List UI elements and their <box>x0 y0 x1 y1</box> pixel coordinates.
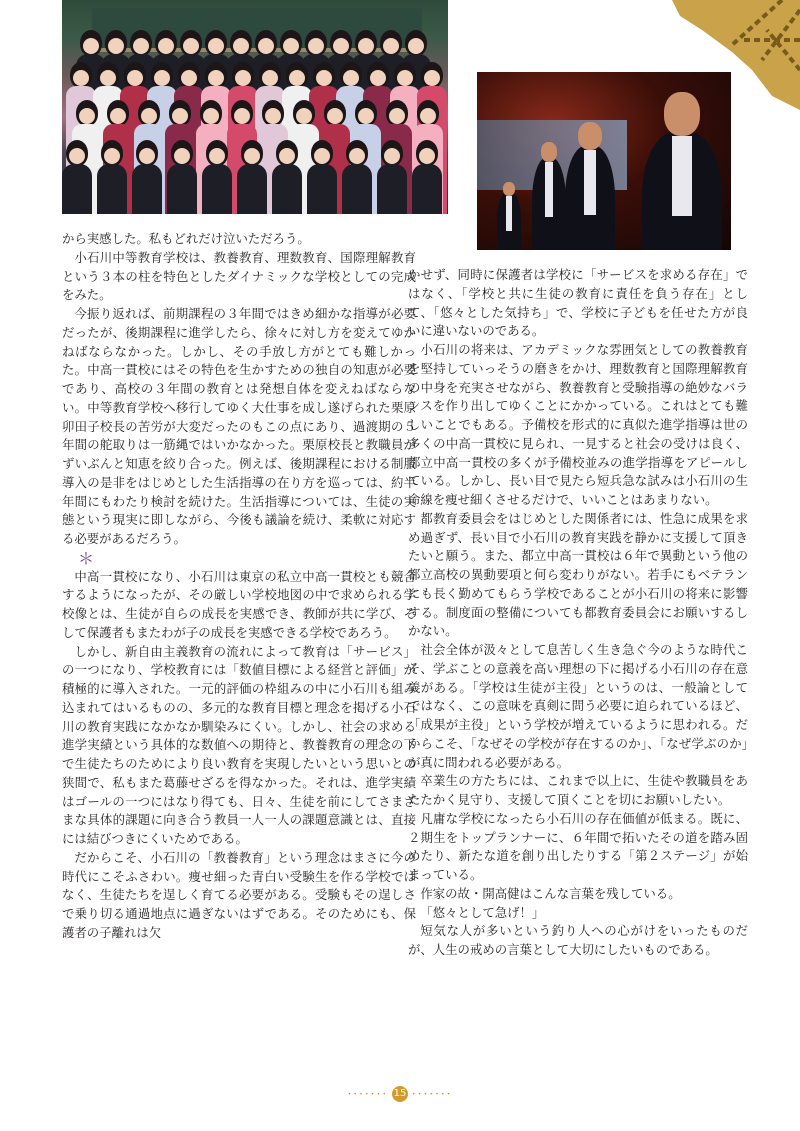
page-number: 15 <box>392 1086 408 1102</box>
person-body <box>237 164 267 214</box>
event-person-face <box>578 122 602 150</box>
person-face <box>208 38 224 54</box>
person-face <box>133 38 149 54</box>
person-face <box>127 70 143 86</box>
person-face <box>262 70 278 86</box>
person-face <box>279 148 295 164</box>
person-face <box>83 38 99 54</box>
paragraph: 社会全体が汲々として息苦しく生き急ぐ今のような時代こそ、学ぶことの意義を高い理想の下に掲げる小石川の存在意義がある。「学校は生徒が主役」というのは、一般論としてではなく、この意味を真剣に問う必要に迫られているほど、「成果が主役」という学校が増えているように思われる。だからこそ、「なぜその学校が存在するのか」、「なぜ学ぶのか」が真に問われる必要がある。 <box>408 642 748 770</box>
event-person-shirt <box>584 150 596 215</box>
paragraph: だからこそ、小石川の「教養教育」という理念はまさに今の時代にこそふさわい。痩せ細った青白い受験生を作る学校ではなく、生徒たちを逞しく育てる必要がある。受験もその逞しさで乗り切る通過地点に過ぎないはずである。そのためにも、保護者の子離れは欠 <box>62 849 416 940</box>
person-face <box>383 38 399 54</box>
person-face <box>154 70 170 86</box>
section-divider-ornament: ＊ <box>78 548 95 568</box>
person-face <box>209 148 225 164</box>
paragraph: しかし、新自由主義教育の流れによって教育は「サービス」の一つになり、学校教育には「数値目標による経営と評価」が積極的に導入された。一元的評価の枠組みの中に小石川も組み込まれてはいるものの、多元的な教育目標と理念を掲げる小石川の教育実践になかなか馴染みにくい。しかし、社会の求める進学実績という具体的な数値への期待と、教養教育の理念の下で生徒たちのためにより良い教育を実現したいという思いとの狭間で、私もまた葛藤せざるを得なかった。それは、進学実績はゴールの一つにはなり得ても、日々、生徒を前にしてさまざまな具体的課題に向き合う教員一人一人の課題意識とは、直接には結びつきにくいためである。 <box>62 643 416 846</box>
person-body <box>342 164 372 214</box>
person-body <box>167 164 197 214</box>
person-face <box>100 70 116 86</box>
person-body <box>272 164 302 214</box>
person-body <box>307 164 337 214</box>
person-body <box>377 164 407 214</box>
paragraph: 作家の故・開高健はこんな言葉を残している。 <box>420 885 681 901</box>
person-face <box>308 38 324 54</box>
person-face <box>327 108 343 124</box>
person-face <box>235 70 251 86</box>
paragraph: かせず、同時に保護者は学校に「サービスを求める存在」ではなく、「学校と共に生徒の教育に責任を負う存在」として、「悠々とした気持ち」で、学校に子どもを任せた方が良いに違いないのである。 <box>408 267 748 339</box>
person-face <box>203 108 219 124</box>
person-face <box>419 148 435 164</box>
person-face <box>73 70 89 86</box>
person-face <box>343 70 359 86</box>
person-body <box>132 164 162 214</box>
person-face <box>244 148 260 164</box>
person-body <box>412 164 442 214</box>
person-face <box>296 108 312 124</box>
person-face <box>181 70 197 86</box>
paragraph: 都教育委員会をはじめとした関係者には、性急に成果を求め過ぎず、長い目で小石川の教育実践を静かに支援して頂きたいと願う。また、都立中高一貫校は６年で異動という他の都立高校の異動要項と何ら変わりがない。若手にもベテランにも長く勤めてもらう学校であることが小石川の将来に影響する。制度面の整備についても都教育委員会にお願いするしかない。 <box>408 510 748 639</box>
person-face <box>158 38 174 54</box>
person-face <box>79 108 95 124</box>
person-face <box>408 38 424 54</box>
person-face <box>234 108 250 124</box>
paragraph: 「悠々として急げ！」 <box>420 904 545 920</box>
person-face <box>233 38 249 54</box>
paragraph: 短気な人が多いという釣り人への心がけをいったものだが、人生の戒めの言葉として大切にしたいものである。 <box>408 923 748 957</box>
person-face <box>110 108 126 124</box>
event-person-face <box>503 182 515 196</box>
person-body <box>97 164 127 214</box>
person-face <box>141 108 157 124</box>
paragraph: 凡庸な学校になったら小石川の存在価値が低まる。既に、２期生をトップランナーに、６年間で拓いたその道を踏み固めたり、新たな道を創り出したりする「第２ステージ」が始まっている。 <box>408 810 748 882</box>
paragraph: 中高一貫校になり、小石川は東京の私立中高一貫校とも競合するようになったが、その厳しい学校地図の中で求められる学校像とは、生徒が自らの成長を実感でき、教師が共に学び、そして保護者もまたわが子の成長を実感できる学校であろう。 <box>62 568 416 640</box>
person-face <box>349 148 365 164</box>
person-face <box>139 148 155 164</box>
footer-dots-left: ······· <box>347 1087 389 1101</box>
right-column <box>408 266 748 960</box>
person-body <box>202 164 232 214</box>
person-face <box>265 108 281 124</box>
person-face <box>316 70 332 86</box>
person-face <box>397 70 413 86</box>
person-face <box>424 70 440 86</box>
person-face <box>333 38 349 54</box>
footer-dots-right: ······· <box>411 1087 453 1101</box>
person-face <box>208 70 224 86</box>
person-face <box>384 148 400 164</box>
person-face <box>358 108 374 124</box>
person-face <box>389 108 405 124</box>
person-face <box>69 148 85 164</box>
person-body <box>62 164 92 214</box>
person-face <box>314 148 330 164</box>
left-column <box>62 230 416 943</box>
person-face <box>420 108 436 124</box>
paragraph: 小石川中等教育学校は、教養教育、理数教育、国際理解教育という３本の柱を特色としたダイナミックな学校としての完成をみた。 <box>62 249 416 303</box>
person-face <box>183 38 199 54</box>
person-face <box>104 148 120 164</box>
event-person-shirt <box>506 196 512 231</box>
person-face <box>358 38 374 54</box>
event-person-face <box>541 142 557 162</box>
person-face <box>172 108 188 124</box>
event-person-shirt <box>672 136 691 216</box>
person-face <box>283 38 299 54</box>
person-face <box>258 38 274 54</box>
gold-corner-decoration <box>672 0 800 110</box>
page-footer <box>0 1086 800 1102</box>
paragraph: から実感した。私もどれだけ泣いただろう。 <box>62 231 310 246</box>
paragraph: 今振り返れば、前期課程の３年間ではきめ細かな指導が必要だったが、後期課程に進学したら、徐々に対し方を変えてゆかねばならなかった。しかし、その手放し方がとても難しかった。中高一貫校にはその特色を生かすための独自の知恵が必要であり、高校の３年間の教育とは発想自体を変えねばならない。中等教育学校へ移行してゆく大仕事を成し遂げられた栗原卯田子校長の苦労が大変だったのもこの点にあり、過渡期の５年間の舵取りは一筋縄ではいかなかった。栗原校長と教職員がずいぶんと知恵を絞り合った。例えば、後期課程における制服導入の是非をはじめとした生活指導の在り方を巡っては、約半年間にもわたり検討を続けた。生活指導については、生徒の実態という現実に即しながら、今後も議論を続け、柔軟に対応する必要があるだろう。 <box>62 306 416 546</box>
event-person-shirt <box>545 162 553 217</box>
class-group-photo <box>62 0 448 214</box>
person-face <box>370 70 386 86</box>
person-face <box>174 148 190 164</box>
person-face <box>289 70 305 86</box>
paragraph: 小石川の将来は、アカデミックな雰囲気としての教養教育を堅持していっそうの磨きをかけ、理数教育と国際理解教育の中身を充実させながら、教養教育と受験指導の絶妙なバランスを作り出してゆくことにかかっている。これはとても難しいことでもある。予備校を形式的に真似た進学指導は世の多くの中高一貫校に見られ、一見すると社会の受けは良く、都立中高一貫校の多くが予備校並みの進学指導をアピールしている。しかし、長い目で見たら短兵急な試みは小石川の生命線を痩せ細くさせるだけで、いいことはあまりない。 <box>408 342 748 507</box>
person-face <box>108 38 124 54</box>
paragraph: 卒業生の方たちには、これまで以上に、生徒や教職員をあたたかく見守り、支援して頂くことを切にお願いしたい。 <box>408 773 748 807</box>
